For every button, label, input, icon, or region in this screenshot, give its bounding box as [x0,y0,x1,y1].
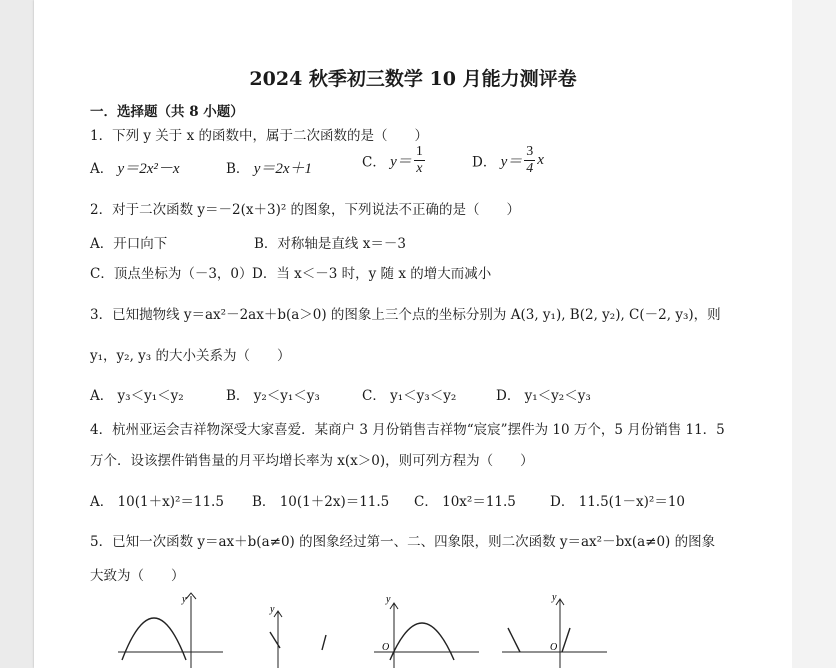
question-5-stem-line2: 大致为（ ） [90,568,185,584]
q5-graph-c-y-label: y [386,594,391,605]
section-heading: 一．选择题（共 8 小题） [90,104,244,120]
q5-graph-a [118,590,228,668]
question-3-stem-line1: 3．已知抛物线 y＝ax²－2ax＋b(a＞0) 的图象上三个点的坐标分别为 A(3, y₁), B(2, y₂), C(－2, y₃)，则 [90,307,721,323]
q4-option-a: A． 10(1＋x)²＝11.5 [90,494,224,510]
q1-option-a: A． y＝2x²－x [90,161,180,177]
document-page [34,0,792,668]
q5-graph-b-y-label: y [270,604,275,615]
question-5-stem-line1: 5．已知一次函数 y＝ax＋b(a≠0) 的图象经过第一、二、四象限，则二次函数 y＝ax²－bx(a≠0) 的图象 [90,534,716,550]
q5-graph-b [264,590,344,668]
question-4-stem-line2: 万个．设该摆件销售量的月平均增长率为 x(x＞0)，则可列方程为（ ） [90,453,534,469]
q3-option-c: C． y₁＜y₃＜y₂ [362,388,457,404]
q3-option-d: D． y₁＜y₂＜y₃ [496,388,591,404]
q2-option-b: B．对称轴是直线 x＝－3 [254,236,406,252]
q3-option-a: A． y₃＜y₁＜y₂ [90,388,184,404]
question-3-stem-line2: y₁，y₂, y₃ 的大小关系为（ ） [90,348,291,364]
question-2-stem: 2．对于二次函数 y＝－2(x＋3)² 的图象，下列说法不正确的是（ ） [90,202,521,218]
q4-option-b: B． 10(1＋2x)＝11.5 [252,494,390,510]
q4-option-c: C． 10x²＝11.5 [414,494,516,510]
question-4-stem-line1: 4．杭州亚运会吉祥物深受大家喜爱．某商户 3 月份销售吉祥物“宸宸”摆件为 10 万个，5 月份销售 11．5 [90,422,725,438]
q1-option-d: D． y＝ $\frac{3}{4}$ x [472,144,544,176]
viewer-right-margin [792,0,836,668]
q5-answer-graphs [104,590,744,668]
q5-graph-a-y-label: y [182,594,187,605]
q4-option-d: D． 11.5(1－x)²＝10 [550,494,685,510]
q5-graph-d [502,590,612,668]
q5-graph-c-origin-label: O [382,642,390,653]
q1-option-c: C． y＝ $\frac{1}{x}$ [362,144,423,176]
q2-option-d: D．当 x＜－3 时，y 随 x 的增大而减小 [252,266,492,282]
q5-graph-d-origin-label: O [550,642,558,653]
q2-option-a: A．开口向下 [90,236,168,252]
page-title: 2024 秋季初三数学 10 月能力测评卷 [249,68,577,90]
q5-graph-d-y-label: y [552,592,557,603]
q2-option-c: C．顶点坐标为（－3，0） [90,266,253,282]
q1-option-b: B． y＝2x＋1 [226,161,313,177]
q5-graph-c [374,590,484,668]
q3-option-b: B． y₂＜y₁＜y₃ [226,388,320,404]
question-1-stem: 1．下列 y 关于 x 的函数中，属于二次函数的是（ ） [90,128,428,144]
